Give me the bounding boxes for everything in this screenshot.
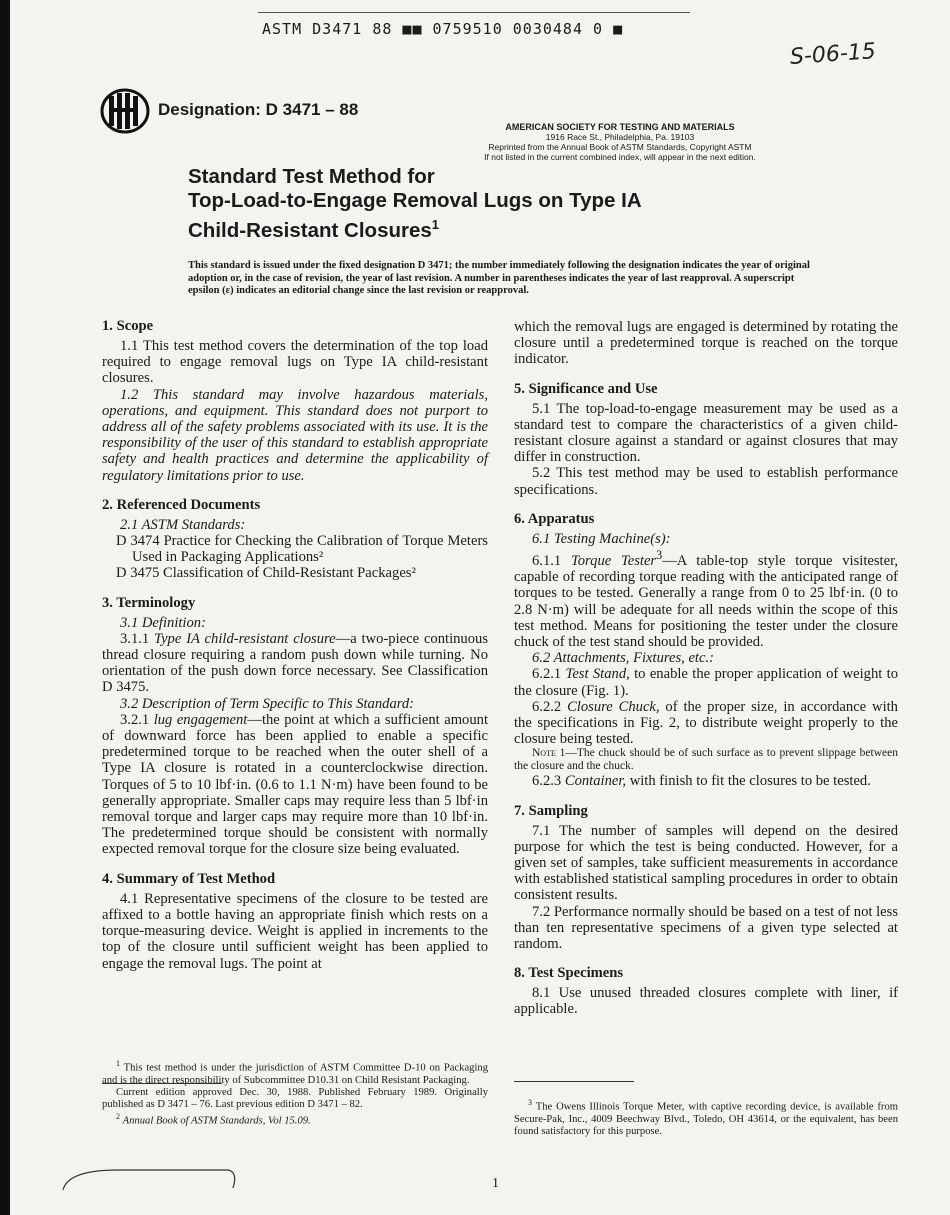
paragraph-8-1: 8.1 Use unused threaded closures complete with liner, if applicable. (514, 985, 898, 1018)
footnote-1-edition: Current edition approved Dec. 30, 1988. Published February 1989. Originally published as D 3471 – 76. Last previous edition D 3471 – 82. (102, 1086, 488, 1110)
right-column (514, 319, 898, 1018)
section-heading-test-specimens: 8. Test Specimens (514, 965, 624, 982)
section-heading-summary: 4. Summary of Test Method (102, 870, 276, 887)
paragraph-5-1: 5.1 The top-load-to-engage measurement may be used as a standard test to compare the characteristics of a given child-resistant closure against a standard or against closures that may differ in construction. (514, 400, 898, 466)
paragraph-4-1: 4.1 Representative specimens of the closure to be tested are affixed to a bottle having an appropriate finish which rests on a torque-measuring device. Weight is applied in increments to the top of the closure until sufficient weight has been applied to engage the removal lugs. The point at (102, 890, 488, 972)
astm-logo-icon (100, 88, 150, 134)
title-line-1: Standard Test Method for (188, 165, 435, 188)
section-heading-significance: 5. Significance and Use (514, 380, 658, 397)
left-column (102, 318, 488, 972)
paragraph-6-2: 6.2 Attachments, Fixtures, etc.: (532, 650, 714, 667)
paragraph-6-2-1: 6.2.1 Test Stand, to enable the proper application of weight to the closure (Fig. 1). (514, 666, 898, 699)
society-address: 1916 Race St., Philadelphia, Pa. 19103 (545, 132, 695, 142)
scan-edge (0, 0, 10, 1215)
footnote-rule-right (514, 1081, 634, 1082)
footnote-1: $^1$ This test method is under the jurisdiction of ASTM Committee D-10 on Packaging and is the direct responsibility of Subcommittee D10.31 on Child Resistant Packaging. (102, 1059, 488, 1086)
paragraph-7-1: 7.1 The number of samples will depend on the desired purpose for which the test is being conducted. However, for a given set of samples, take sufficient measurements in accordance with established statistical sampling procedures in order to obtain consistent results. (514, 822, 898, 904)
footnote-2: $^2$ Annual Book of ASTM Standards, Vol 15.09. (116, 1111, 311, 1127)
section-heading-apparatus: 6. Apparatus (514, 510, 595, 527)
reprint-notice: Reprinted from the Annual Book of ASTM Standards, Copyright ASTM (488, 142, 752, 152)
header-rule (258, 12, 690, 13)
paragraph-5-2: 5.2 This test method may be used to establish performance specifications. (514, 465, 898, 498)
paragraph-7-2: 7.2 Performance normally should be based on a test of not less than ten representative specimens of a given type selected at random. (514, 903, 898, 952)
section-heading-scope: 1. Scope (102, 318, 154, 334)
title-footnote-mark: 1 (431, 217, 440, 232)
issuance-note: This standard is issued under the fixed designation D 3471; the number immediately following the designation indicates the year of original adoption or, in the case of revision, the year of last revision. A number in parentheses indicates the year of last reapproval. A superscript epsilon (ε) indicates an editorial change since the last revision or reapproval. (188, 260, 810, 296)
paragraph-6-2-2: 6.2.2 Closure Chuck, of the proper size, in accordance with the specifications in Fig. 2, to distribute weight properly to the closure being tested. (514, 698, 898, 748)
paragraph-6-2-3: 6.2.3 Container, with finish to fit the closures to be tested. (532, 773, 871, 790)
document-title (188, 165, 788, 243)
section-heading-referenced-documents: 2. Referenced Documents (102, 496, 261, 513)
paragraph-3-1-1: 3.1.1 Type IA child-resistant closure—a two-piece continuous thread closure requiring a random push down while turning. No orientation of the push down force necessary. See Classification D 3475. (102, 630, 488, 696)
handwritten-mark: S-06-15 (789, 39, 877, 70)
paragraph-3-2-1: 3.2.1 lug engagement—the point at which a sufficient amount of downward force has been applied to enable a specific predetermined torque to be reached when the outer shell of a Type IA closure is rotated in a counterclockwise direction. Torques of 5 to 10 lbf·in. (0.6 to 1.1 N·m) have been found to be generally appropriate. Smaller caps may require less than 5 lbf·in removal torque and larger caps may require more than 10 lbf·in. The predetermined torque should be consistent with normally expected removal torque for the closure size being evaluated. (102, 711, 489, 858)
title-line-3: Child-Resistant Closures$^1$ (188, 217, 440, 242)
paragraph-3-2: 3.2 Description of Term Specific to This Standard: (120, 695, 415, 712)
society-block (470, 122, 770, 162)
reference-d3474: D 3474 Practice for Checking the Calibration of Torque Meters Used in Packaging Applications² (116, 533, 488, 566)
paragraph-6-1: 6.1 Testing Machine(s): (532, 530, 671, 547)
footnote-3: $^3$ The Owens Illinois Torque Meter, with captive recording device, is available from Secure-Pak, Inc., 4009 Beechway Blvd., Toledo, OH 43614, or the equivalent, has been found satisfactory for this purpose. (514, 1098, 898, 1137)
title-line-2: Top-Load-to-Engage Removal Lugs on Type IA (188, 189, 642, 212)
paragraph-2-1: 2.1 ASTM Standards: (120, 516, 246, 533)
scan-artifact-curve (58, 1158, 258, 1198)
page-number: 1 (492, 1176, 499, 1191)
paragraph-1-1: 1.1 This test method covers the determination of the top load required to engage removal lugs on Type IA child-resistant closures. (102, 338, 488, 387)
footnotes-left (102, 1058, 488, 1127)
note-1: Note 1—The chuck should be of such surface as to prevent slippage between the closure and the chuck. (514, 747, 898, 773)
society-name: AMERICAN SOCIETY FOR TESTING AND MATERIALS (505, 122, 735, 132)
footnotes-right (514, 1097, 898, 1138)
paragraph-4-1-continued: which the removal lugs are engaged is determined by rotating the closure until a predetermined torque is reached on the torque indicator. (514, 319, 898, 368)
designation: Designation: D 3471 – 88 (158, 100, 359, 119)
header-code-line: ASTM D3471 88 ■■ 0759510 0030484 0 ■ (262, 20, 624, 38)
paragraph-1-2: 1.2 This standard may involve hazardous materials, operations, and equipment. This standard does not purport to address all of the safety problems associated with its use. It is the responsibility of the user of this standard to establish appropriate safety and health practices and determine the applicability of regulatory limitations prior to use. (102, 386, 488, 484)
section-heading-sampling: 7. Sampling (514, 802, 588, 819)
paragraph-3-1: 3.1 Definition: (120, 614, 206, 631)
section-heading-terminology: 3. Terminology (102, 594, 196, 611)
paragraph-6-1-1: 6.1.1 Torque Tester$^3$—A table-top style torque visitester, capable of recording torque reading with the anticipated range of torques to be tested. Generally a range from 0 to 25 lbf·in. (0 to 2.8 N·m) will be adequate for all needs within the scope of this test method. Means for positioning the tester under the closure chuck of the test stand should be provided. (514, 548, 898, 650)
index-notice: If not listed in the current combined index, will appear in the next edition. (484, 152, 756, 162)
reference-d3475: D 3475 Classification of Child-Resistant Packages² (116, 565, 416, 582)
